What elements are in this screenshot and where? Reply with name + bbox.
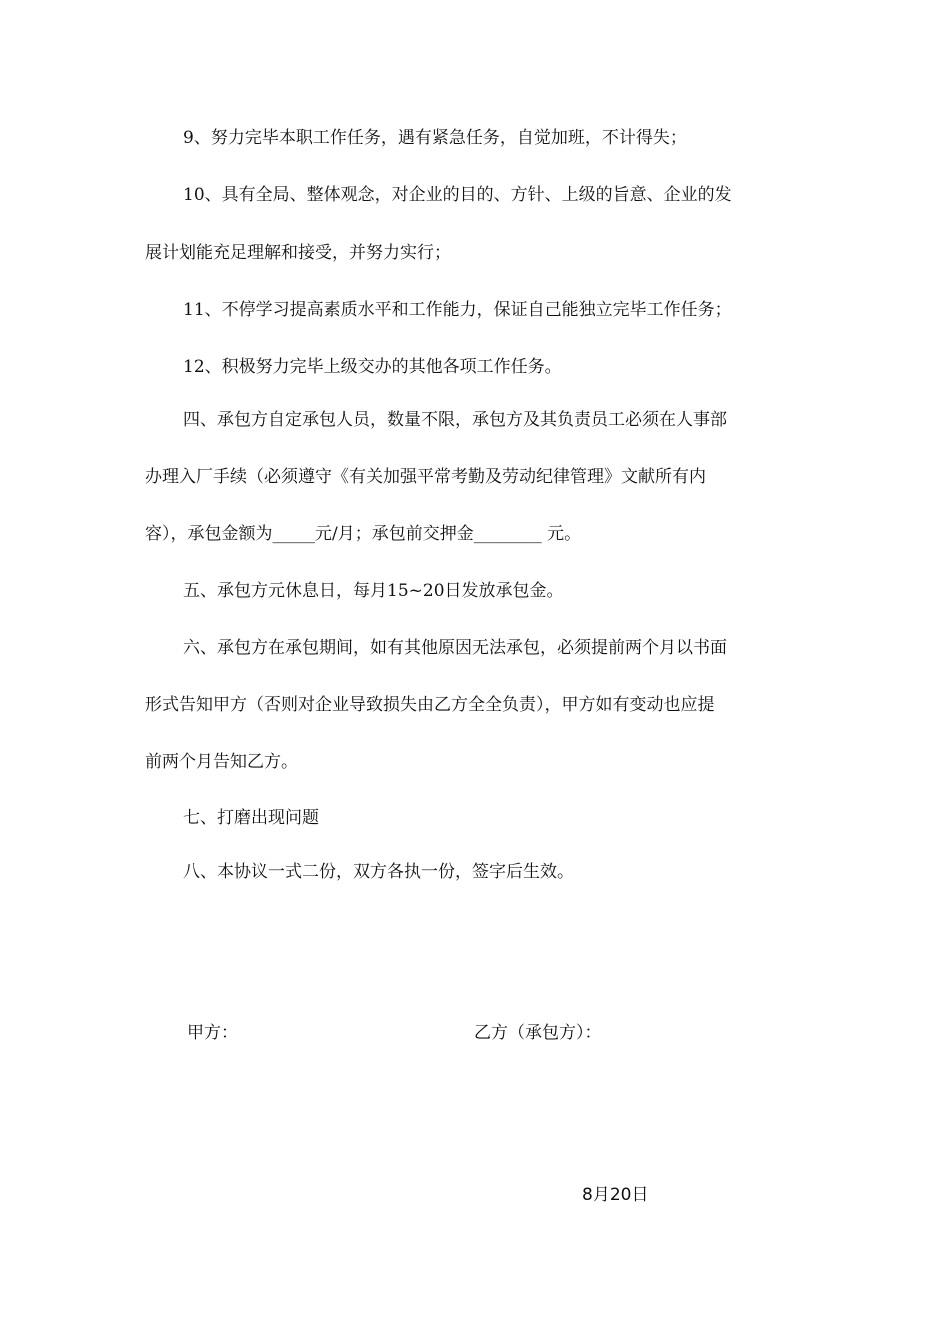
section-seven-line-1: 七、打磨出现问题 [183, 808, 319, 828]
party-a-signature-label: 甲方： [187, 1023, 238, 1043]
clause-10-line-1: 10、具有全局、整体观念，对企业的目的、方针、上级的旨意、企业的发 [183, 185, 732, 205]
section-six-line-1: 六、承包方在承包期间，如有其他原因无法承包，必须提前两个月以书面 [183, 638, 727, 658]
section-six-line-2: 形式告知甲方（否则对企业导致损失由乙方全全负责），甲方如有变动也应提 [145, 695, 715, 715]
section-four-line-2: 办理入厂手续（必须遵守《有关加强平常考勤及劳动纪律管理》文献所有内 [145, 467, 706, 487]
section-eight-line-1: 八、本协议一式二份，双方各执一份，签字后生效。 [183, 862, 574, 882]
section-four-line-3: 容），承包金额为_____元/月；承包前交押金________ 元。 [145, 524, 582, 544]
clause-10-line-2: 展计划能充足理解和接受，并努力实行； [145, 243, 451, 263]
section-four-line-1: 四、承包方自定承包人员，数量不限，承包方及其负责员工必须在人事部 [183, 410, 727, 430]
party-b-signature-label: 乙方（承包方）： [474, 1023, 602, 1043]
clause-11-line-1: 11、不停学习提高素质水平和工作能力，保证自己能独立完毕工作任务； [183, 300, 732, 320]
section-five-line-1: 五、承包方元休息日，每月15~20日发放承包金。 [183, 581, 564, 601]
section-six-line-3: 前两个月告知乙方。 [145, 752, 298, 772]
signing-date: 8月20日 [582, 1185, 649, 1205]
clause-12-line-1: 12、积极努力完毕上级交办的其他各项工作任务。 [183, 357, 562, 377]
clause-9-line-1: 9、努力完毕本职工作任务，遇有紧急任务，自觉加班，不计得失； [183, 128, 687, 148]
